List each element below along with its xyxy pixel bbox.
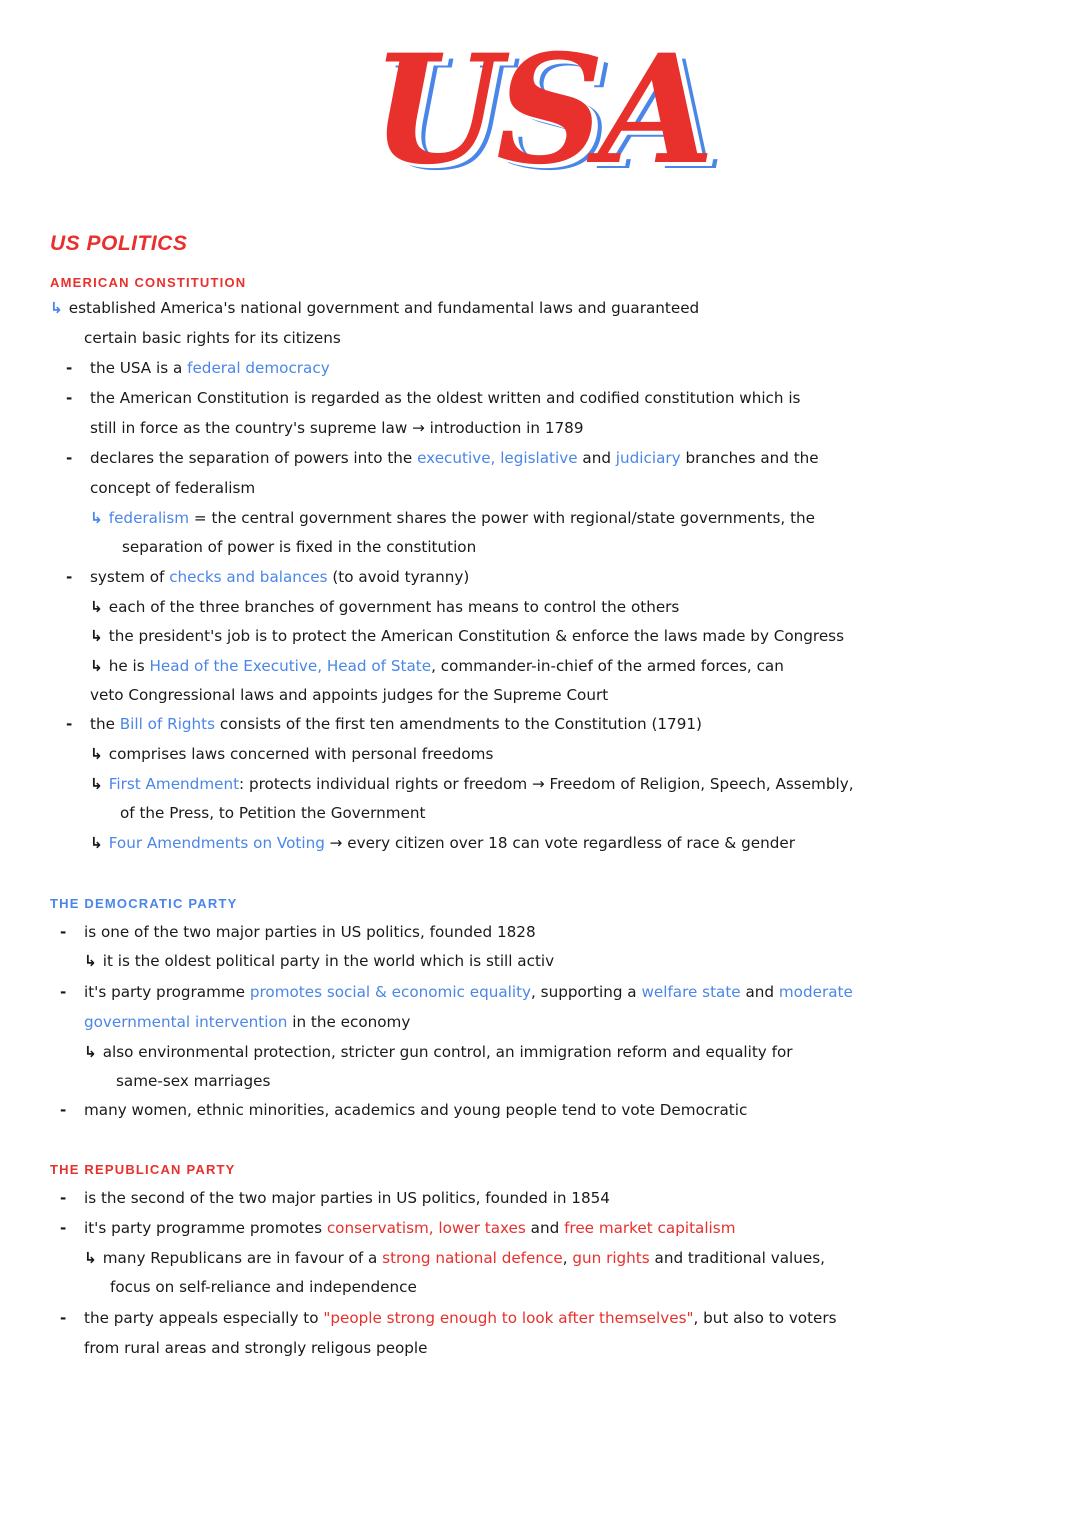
note-line: same-sex marriages — [116, 1072, 271, 1090]
bullet-item: - the USA is a federal democracy — [90, 358, 330, 378]
note-line: certain basic rights for its citizens — [84, 329, 341, 347]
sub-note: ↳ he is Head of the Executive, Head of State, commander-in-chief of the armed forces, can — [90, 657, 784, 675]
sub-note: ↳ each of the three branches of government has means to control the others — [90, 598, 680, 616]
arrow-icon: ↳ — [84, 1043, 97, 1061]
note-line: ↳ established America's national government and fundamental laws and guaranteed — [50, 299, 700, 317]
arrow-icon: ↳ — [90, 627, 103, 645]
sub-note: ↳ the president's job is to protect the American Constitution & enforce the laws made by Congress — [90, 627, 845, 645]
sub-note: ↳ First Amendment: protects individual rights or freedom → Freedom of Religion, Speech, Assembly, — [90, 775, 854, 793]
bullet-item: - the party appeals especially to "people strong enough to look after themselves", but also to voters — [84, 1308, 837, 1328]
section-heading-us-politics: US POLITICS — [50, 232, 188, 255]
bullet-item: - many women, ethnic minorities, academics and young people tend to vote Democratic — [84, 1100, 747, 1120]
arrow-icon: ↳ — [90, 509, 103, 527]
bullet-item: - the American Constitution is regarded as the oldest written and codified constitution which is — [90, 388, 800, 408]
sub-note: ↳ many Republicans are in favour of a strong national defence, gun rights and traditional values, — [84, 1249, 825, 1267]
bullet-item: - is the second of the two major parties in US politics, founded in 1854 — [84, 1188, 610, 1208]
bullet-item: - declares the separation of powers into the executive, legislative and judiciary branches and the — [90, 448, 819, 468]
note-line: of the Press, to Petition the Government — [120, 804, 426, 822]
sub-note: ↳ also environmental protection, stricter gun control, an immigration reform and equality for — [84, 1043, 793, 1061]
bullet-item: - it's party programme promotes social & economic equality, supporting a welfare state and moderate — [84, 982, 853, 1002]
sub-note: ↳ it is the oldest political party in the world which is still activ — [84, 952, 555, 970]
page-title: USA — [371, 22, 709, 198]
arrow-icon: ↳ — [90, 598, 103, 616]
bullet-item: - is one of the two major parties in US politics, founded 1828 — [84, 922, 536, 942]
heading-republican-party: THE REPUBLICAN PARTY — [50, 1162, 236, 1177]
bullet-item: - system of checks and balances (to avoid tyranny) — [90, 567, 469, 587]
heading-american-constitution: AMERICAN CONSTITUTION — [50, 275, 247, 290]
sub-note: ↳ federalism = the central government shares the power with regional/state governments, the — [90, 509, 815, 527]
arrow-icon: ↳ — [50, 299, 63, 317]
bullet-item: - the Bill of Rights consists of the first ten amendments to the Constitution (1791) — [90, 714, 702, 734]
sub-note: ↳ Four Amendments on Voting → every citizen over 18 can vote regardless of race & gender — [90, 834, 795, 852]
note-line: still in force as the country's supreme law → introduction in 1789 — [90, 419, 584, 437]
arrow-icon: ↳ — [84, 1249, 97, 1267]
note-line: focus on self-reliance and independence — [110, 1278, 417, 1296]
arrow-icon: ↳ — [90, 775, 103, 793]
note-line: concept of federalism — [90, 479, 256, 497]
note-line: from rural areas and strongly religous people — [84, 1339, 428, 1357]
note-line: veto Congressional laws and appoints judges for the Supreme Court — [90, 686, 609, 704]
arrow-icon: ↳ — [90, 657, 103, 675]
arrow-icon: ↳ — [90, 834, 103, 852]
heading-democratic-party: THE DEMOCRATIC PARTY — [50, 896, 238, 911]
arrow-icon: ↳ — [84, 952, 97, 970]
bullet-item: - it's party programme promotes conservatism, lower taxes and free market capitalism — [84, 1218, 736, 1238]
note-line: separation of power is fixed in the constitution — [122, 538, 477, 556]
note-line: governmental intervention in the economy — [84, 1013, 411, 1031]
sub-note: ↳ comprises laws concerned with personal freedoms — [90, 745, 494, 763]
arrow-icon: ↳ — [90, 745, 103, 763]
